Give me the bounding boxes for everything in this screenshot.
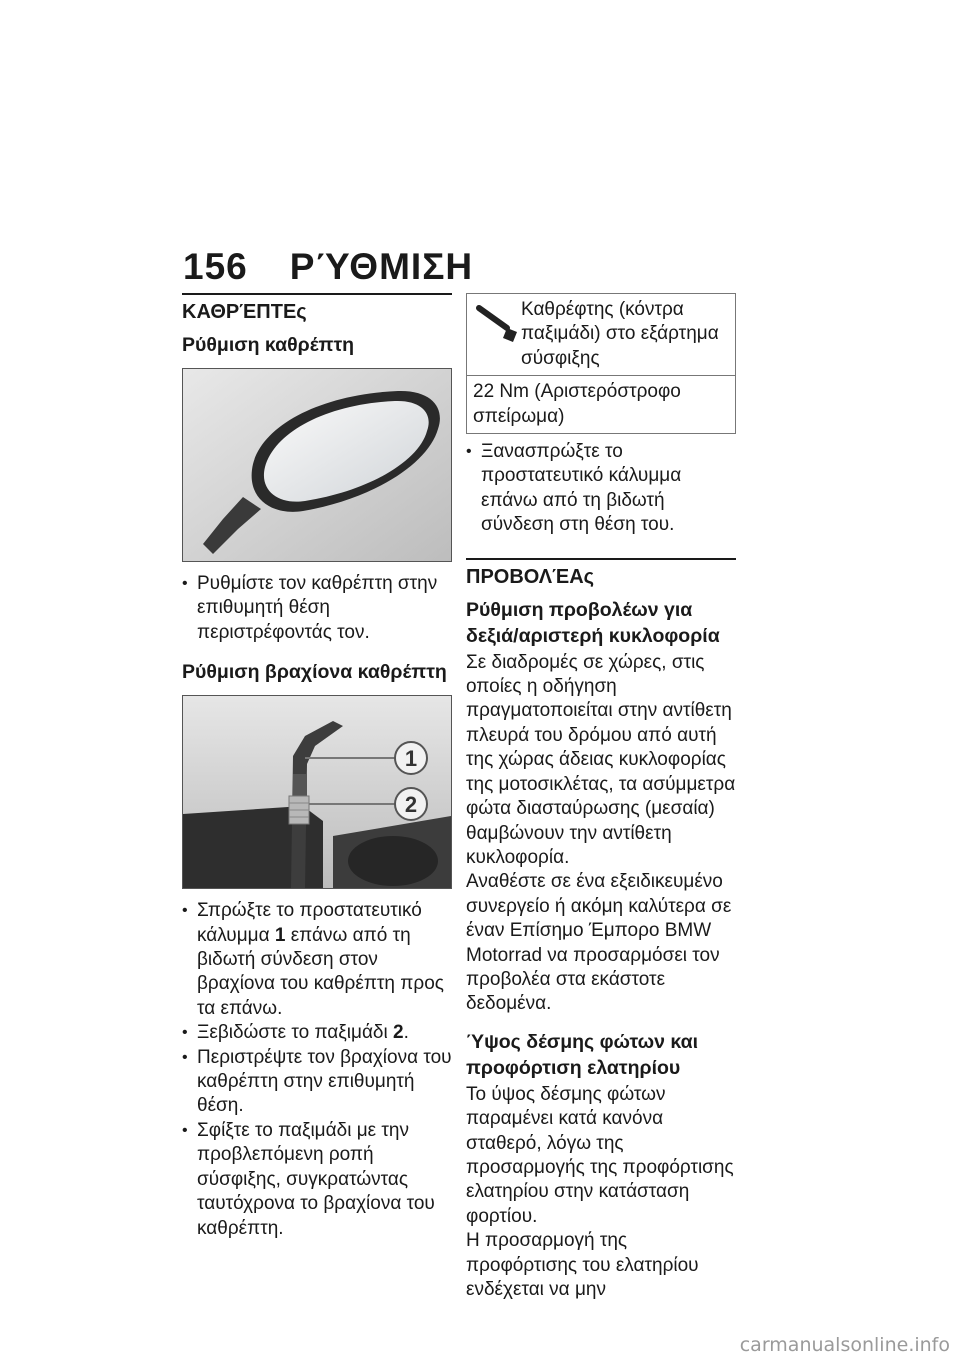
step-item — [182, 1021, 452, 1045]
beam-height-title: Ύψος δέσμης φώτων και προφόρτιση ελατηρίου — [466, 1030, 699, 1079]
mirror-steps — [182, 572, 452, 645]
reinstall-steps — [466, 440, 736, 538]
section-title-headlights: ΠΡΟΒΟΛΈΑς — [466, 565, 595, 588]
arm-adjust-title: Ρύθμιση βραχίονα καθρέπτη — [182, 661, 447, 684]
headlight-traffic-text: Σε διαδρομές σε χώρες, στις οποίες η οδήγηση πραγματοποιείται στην αντίθετη πλευρά του δρόμου από αυτή της χώρας άδειας κυκλοφορίας της μοτοσικλέτας, τα ασύμμετρα φώτα διασταύρωσης (μεσαία) θαμβώνουν την αντίθετη κυκλοφορία. — [466, 651, 736, 868]
mirror-illustration — [183, 369, 451, 561]
torque-spec-box — [466, 293, 736, 434]
step-text: επάνω από τη βιδωτή σύνδεση στον βραχίονα του καθρέπτη προς τα επάνω. — [197, 924, 444, 1019]
mirror-arm-illustration — [183, 696, 451, 888]
watermark-footer[interactable]: carmanualsonline.info — [739, 1334, 950, 1356]
callout-label-1: 1 — [404, 746, 418, 772]
headlight-traffic-title: Ρύθμιση προβολέων για δεξιά/αριστερή κυκλοφορία — [466, 598, 720, 647]
mirror-arm-figure — [182, 695, 452, 889]
callout-label-2: 2 — [404, 792, 418, 818]
step-item: • Ρυθμίστε τον καθρέπτη στην επιθυμητή θέση περιστρέφοντάς τον. — [182, 572, 452, 645]
left-column — [182, 293, 452, 1241]
mirror-figure — [182, 368, 452, 562]
page-header — [183, 246, 473, 288]
step-text: Σπρώξτε το προστατευτικό κάλυμμα — [197, 900, 422, 946]
step-item — [182, 899, 452, 1021]
step-text: Σφίξτε το παξιμάδι με την προβλεπόμενη ροπή σύσφιξης, συγκρατώντας ταυτόχρονα το βραχίονα του καθρέπτη. — [197, 1119, 435, 1239]
arm-steps — [182, 899, 452, 1241]
step-item — [182, 1119, 452, 1241]
step-item: • Ξανασπρώξτε το προστατευτικό κάλυμμα επάνω από τη βιδωτή σύνδεση στη θέση του. — [466, 440, 736, 538]
beam-height-text: Το ύψος δέσμης φώτων παραμένει κατά κανόνα σταθερό, λόγω της προσαρμογής της προφόρτισης ελατηρίου στην κατάσταση φορτίου. — [466, 1083, 734, 1227]
section-title-mirrors: ΚΑΘΡΈΠΤΕς — [182, 301, 307, 323]
torque-spec-label: Καθρέφτης (κόντρα παξιμάδι) στο εξάρτημα σύσφιξης — [521, 299, 719, 369]
beam-height-text-2: Η προσαρμογή της προφόρτισης του ελατηρίου ενδέχεται να μην — [466, 1230, 699, 1300]
section-rule — [182, 293, 452, 295]
section-rule — [466, 558, 736, 560]
right-column — [466, 293, 736, 1302]
step-text: Περιστρέψτε τον βραχίονα του καθρέπτη στην επιθυμητή θέση. — [197, 1046, 452, 1117]
page-number: 156 — [183, 246, 248, 287]
torque-wrench-icon — [473, 298, 521, 346]
step-item — [182, 1046, 452, 1119]
step-ref: 1 — [274, 924, 286, 946]
torque-spec-row — [467, 294, 735, 376]
headlight-traffic-text-2: Αναθέστε σε ένα εξειδικευμένο συνεργείο ή ακόμη καλύτερα σε έναν Επίσημο Έμπορο BMW Motorrad να προσαρμόσει τον προβολέα στα εκάστοτε δεδομένα. — [466, 871, 732, 1015]
step-text: . — [403, 1022, 409, 1044]
step-ref: 2 — [393, 1022, 404, 1044]
step-text: Ξεβιδώστε το παξιμάδι — [197, 1022, 394, 1044]
torque-spec-value: 22 Nm (Αριστερόστροφο σπείρωμα) — [473, 381, 681, 427]
chapter-title: ΡΎΘΜΙΣΗ — [289, 246, 474, 287]
mirror-adjust-title: Ρύθμιση καθρέπτη — [182, 334, 355, 356]
